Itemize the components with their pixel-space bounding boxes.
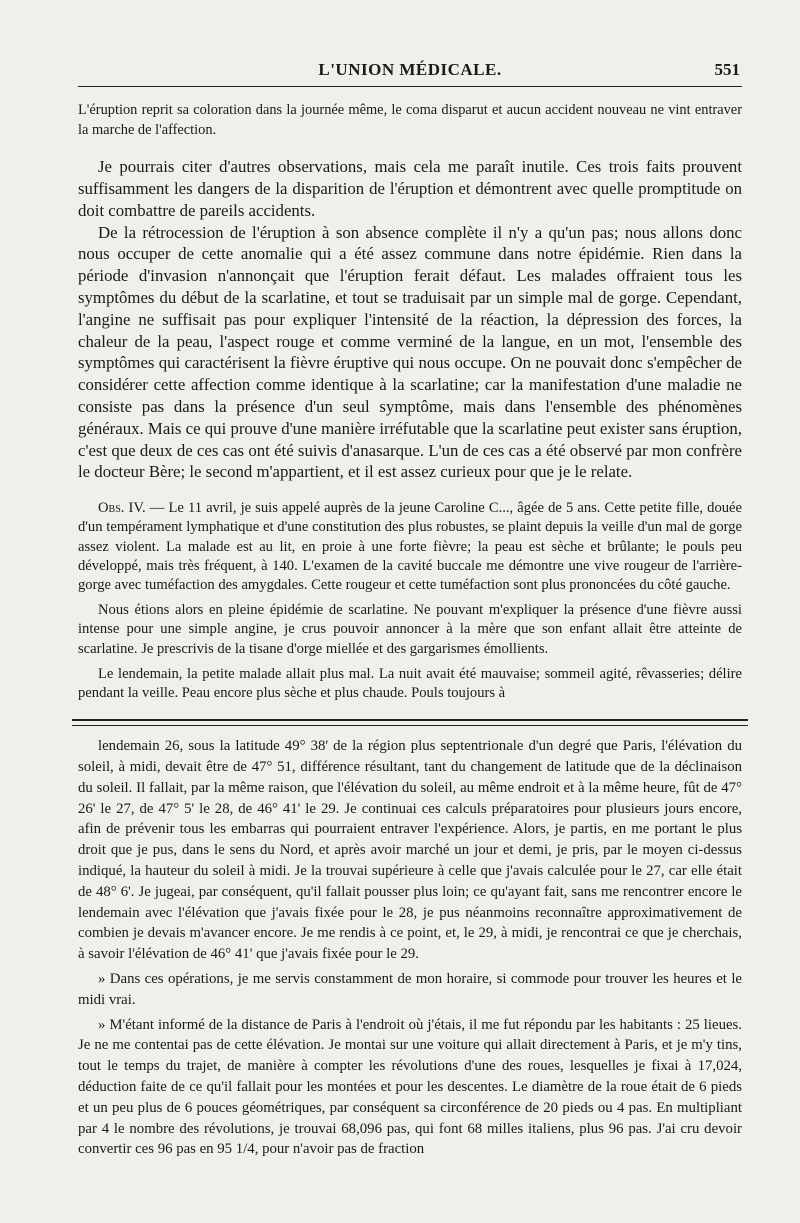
paragraph-eruption-resumed: L'éruption reprit sa coloration dans la journée même, le coma disparut et aucun accident nouveau ne vint entraver la marche de l'affection. [78,102,742,138]
feuilleton-paragraph-latitude: lendemain 26, sous la latitude 49° 38' de la région plus septentrionale d'un degré que Paris, l'élévation du soleil, à midi, devait être de 47° 51, différence résultant, tant du changement de latitude que de la déclinaison du soleil. Il fallait, par la même raison, que l'élévation du soleil, au même endroit et à la même heure, fût de 47° 26' le 27, de 47° 5' le 28, de 46° 41' le 29. Je continuai ces calculs préparatoires pour plusieurs jours encore, afin de prévenir tous les embarras qui pourraient entraver l'expérience. Alors, je partis, en me portant le plus droit que je pus, dans le sens du Nord, et après avoir marché un jour et demi, je pris, par le moyen ci-dessus indiqué, la hauteur du soleil à midi. Je la trouvai supérieure à celle que j'avais calculée pour le 27, car elle était de 48° 6'. Je jugeai, par conséquent, qu'il fallait pousser plus loin; ce qu'ayant fait, sans me rencontrer encore le lendemain avec l'élévation que j'avais fixée pour le 28, je pus néanmoins reconnaître approximativement de combien je devais m'avancer encore. Je me rendis à ce point, et, le 29, à midi, je rencontrai ce que je cherchais, à savoir l'élévation de 46° 41' que j'avais fixée pour le 29. [78,738,742,963]
page-header [78,52,742,87]
observation-label: Obs. IV. [98,500,146,517]
paragraph-retrocession: De la rétrocession de l'éruption à son absence complète il n'y a qu'un pas; nous allons donc nous occuper de cette anomalie qui a été assez commune dans notre épidémie. Rien dans la période d'invasion n'annonçait que l'éruption ferait défaut. Les malades offraient tous les symptômes du début de la scarlatine, et tout se traduisait par un simple mal de gorge. Cependant, l'angine ne suffisait pas pour expliquer l'intensité de la réaction, la dépression des forces, la chaleur de la peau, l'aspect rouge et comme verminé de la langue, en un mot, l'ensemble des symptômes qui caractérisent la fièvre éruptive qui nous occupe. On ne pouvait donc s'empêcher de considérer cette affection comme identique à la scarlatine; car la manifestation d'une maladie ne consiste pas dans la présence d'un seul symptôme, mais dans l'ensemble des phénomènes généraux. Mais ce qui prouve d'une manière irréfutable que la scarlatine peut exister sans éruption, c'est que deux de ces cas ont été suivis d'anasarque. L'un de ces cas a été observé par mon confrère le docteur Bère; le second m'appartient, et il est assez curieux pour que je le relate. [78,222,742,482]
feuilleton-paragraph-horaire: » Dans ces opérations, je me servis constamment de mon horaire, si commode pour trouver les heures et le midi vrai. [78,970,742,1008]
page [78,52,742,1160]
feuilleton-separator-rule [72,719,748,726]
running-title: L'UNION MÉDICALE. [318,60,502,79]
article-body [78,101,742,703]
paragraph-observation-iv [78,499,742,595]
feuilleton-paragraph-distance: » M'étant informé de la distance de Paris à l'endroit où j'étais, il me fut répondu par les habitants : 25 lieues. Je ne me contentai pas de cette élévation. Je montai sur une voiture qui allait directement à Paris, et je m'y tins, tout le temps du trajet, de manière à compter les révolutions d'une des roues, lesquelles je fixai à 17,024, déduction faite de ce qu'il fallait pour les montées et pour les descentes. Le diamètre de la roue était de 6 pieds et un peu plus de 6 pouces géométriques, par conséquent sa circonférence de 20 pieds ou 4 pas. En multipliant par 4 le nombre des révolutions, je trouvai 68,096 pas, qui font 68 milles italiens, plus 96 pas. J'ai cru devoir convertir ces 96 pas en 95 1/4, pour n'avoir pas de fraction [78,1016,742,1158]
feuilleton-body [78,736,742,1160]
observation-text: — Le 11 avril, je suis appelé auprès de la jeune Caroline C..., âgée de 5 ans. Cette petite fille, douée d'un tempérament lymphatique et d'une constitution des plus robustes, se plaint depuis la veille d'un mal de gorge assez violent. La malade est au lit, en proie à une forte fièvre; la peau est sèche et brûlante; le pouls peu développé, mais très fréquent, à 140. L'examen de la cavité buccale me démontre une vive rougeur de l'arrière-gorge avec tuméfaction des amygdales. Cette rougeur et cette tuméfaction sont plus prononcées du côté gauche. [78,500,743,593]
paragraph-other-observations: Je pourrais citer d'autres observations, mais cela me paraît inutile. Ces trois faits prouvent suffisamment les dangers de la disparition de l'éruption et démontrent avec quelle promptitude on doit combattre de pareils accidents. [78,157,742,220]
paragraph-epidemic: Nous étions alors en pleine épidémie de scarlatine. Ne pouvant m'expliquer la présence d'une fièvre aussi intense pour une simple angine, je crus pouvoir annoncer à la mère que son enfant allait être atteinte de scarlatine. Je prescrivis de la tisane d'orge miellée et des gargarismes émollients. [78,602,742,657]
page-number: 551 [714,60,740,79]
paragraph-next-day: Le lendemain, la petite malade allait plus mal. La nuit avait été mauvaise; sommeil agité, rêvasseries; délire pendant la veille. Peau encore plus sèche et plus chaude. Pouls toujours à [78,665,742,701]
